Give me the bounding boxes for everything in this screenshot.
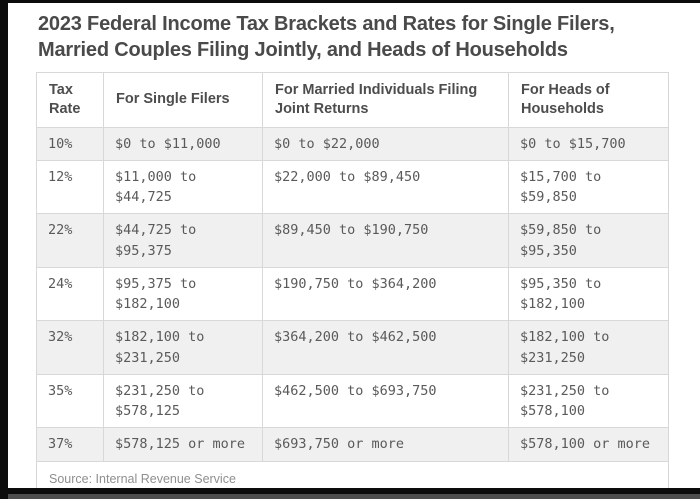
- column-header-tax-rate: Tax Rate: [37, 73, 104, 128]
- single-filers-cell: $95,375 to $182,100: [104, 267, 263, 321]
- column-header-married-joint: For Married Individuals Filing Joint Returns: [263, 73, 509, 128]
- single-filers-cell: $11,000 to $44,725: [104, 160, 263, 214]
- single-filers-cell: $231,250 to $578,125: [104, 374, 263, 428]
- single-filers-cell: $44,725 to $95,375: [104, 214, 263, 268]
- page-title: 2023 Federal Income Tax Brackets and Rates for Single Filers, Married Couples Filing Jointly, and Heads of Households: [38, 13, 615, 61]
- source-note: Source: Internal Revenue Service: [37, 461, 669, 496]
- tax-brackets-table: [36, 72, 669, 497]
- tax-rate-cell: 35%: [37, 374, 104, 428]
- heads-household-cell: $231,250 to $578,100: [509, 374, 669, 428]
- table-header-row: [37, 73, 669, 128]
- heads-household-cell: $59,850 to $95,350: [509, 214, 669, 268]
- married-joint-cell: $190,750 to $364,200: [263, 267, 509, 321]
- tax-rate-cell: 22%: [37, 214, 104, 268]
- table-row: [37, 321, 669, 375]
- table-row: [37, 127, 669, 160]
- frame-left-edge: [0, 0, 8, 499]
- tax-rate-cell: 10%: [37, 127, 104, 160]
- frame-bottom-shadow: [0, 494, 700, 499]
- single-filers-cell: $578,125 or more: [104, 428, 263, 461]
- single-filers-cell: $0 to $11,000: [104, 127, 263, 160]
- heads-household-cell: $95,350 to $182,100: [509, 267, 669, 321]
- tax-rate-cell: 24%: [37, 267, 104, 321]
- page-content: [8, 3, 700, 497]
- married-joint-cell: $364,200 to $462,500: [263, 321, 509, 375]
- tax-rate-cell: 32%: [37, 321, 104, 375]
- column-header-heads-household: For Heads of Households: [509, 73, 669, 128]
- heads-household-cell: $15,700 to $59,850: [509, 160, 669, 214]
- table-row: [37, 267, 669, 321]
- married-joint-cell: $0 to $22,000: [263, 127, 509, 160]
- married-joint-cell: $693,750 or more: [263, 428, 509, 461]
- column-header-single-filers: For Single Filers: [104, 73, 263, 128]
- married-joint-cell: $462,500 to $693,750: [263, 374, 509, 428]
- frame-top-edge: [0, 0, 700, 3]
- table-row: [37, 214, 669, 268]
- tax-rate-cell: 37%: [37, 428, 104, 461]
- tax-table-body: [37, 127, 669, 461]
- table-row: [37, 428, 669, 461]
- table-row: [37, 160, 669, 214]
- heads-household-cell: $182,100 to $231,250: [509, 321, 669, 375]
- table-row: [37, 374, 669, 428]
- heads-household-cell: $0 to $15,700: [509, 127, 669, 160]
- married-joint-cell: $22,000 to $89,450: [263, 160, 509, 214]
- tax-rate-cell: 12%: [37, 160, 104, 214]
- married-joint-cell: $89,450 to $190,750: [263, 214, 509, 268]
- frame-bottom-edge: [0, 488, 700, 494]
- heads-household-cell: $578,100 or more: [509, 428, 669, 461]
- single-filers-cell: $182,100 to $231,250: [104, 321, 263, 375]
